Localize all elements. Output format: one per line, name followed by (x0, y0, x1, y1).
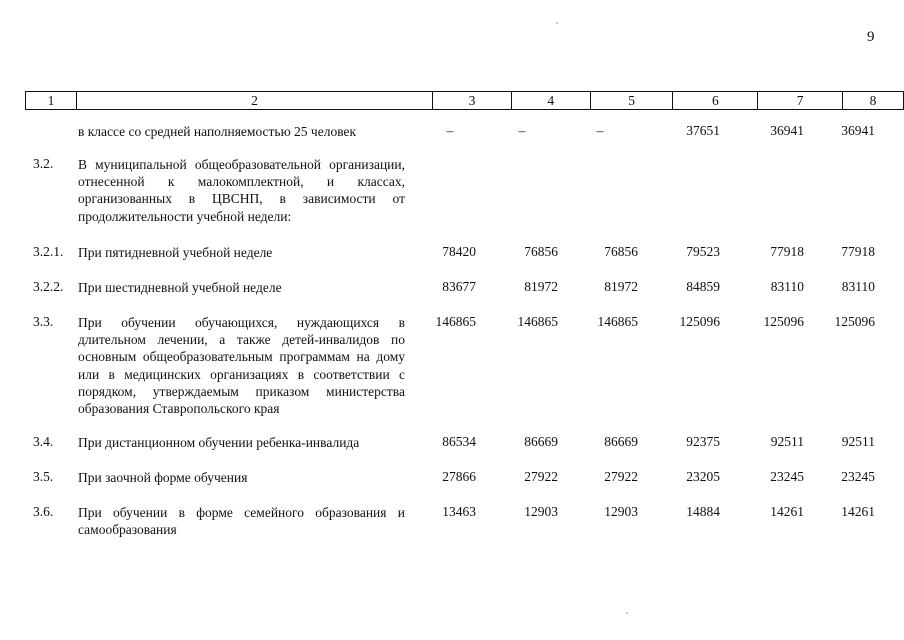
value-col-8: 92511 (841, 434, 875, 449)
row-number: 3.6. (33, 504, 54, 519)
row-description: При шестидневной учебной неделе (78, 280, 282, 295)
row-description: в классе со средней наполняемостью 25 человек (78, 124, 357, 139)
row-description: В муниципальной общеобразовательной организации, отнесенной к малокомплектной, и классах, организованных в ЦВСНП, в зависимости от продолжительности учебной недели: (78, 157, 405, 224)
value-col-8: 23245 (841, 469, 875, 484)
value-col-6: 84859 (686, 279, 720, 294)
scan-speck (556, 22, 558, 24)
value-col-5: 12903 (604, 504, 638, 519)
value-col-4: 146865 (517, 314, 558, 329)
scan-speck (626, 612, 628, 614)
value-col-5: 27922 (604, 469, 638, 484)
value-col-3: 27866 (442, 469, 476, 484)
value-col-3: 86534 (442, 434, 476, 449)
value-col-6: 14884 (686, 504, 720, 519)
value-col-3: 146865 (435, 314, 476, 329)
value-col-4: 81972 (524, 279, 558, 294)
value-col-4: 27922 (524, 469, 558, 484)
value-col-6: 23205 (686, 469, 720, 484)
value-col-5: 76856 (604, 244, 638, 259)
value-col-7: 83110 (770, 279, 804, 294)
row-description: При заочной форме обучения (78, 470, 248, 485)
row-description: При пятидневной учебной неделе (78, 245, 273, 260)
header-cell-5: 5 (590, 92, 673, 110)
value-col-5: 81972 (604, 279, 638, 294)
row-number: 3.4. (33, 434, 54, 449)
row-number: 3.2.2. (33, 279, 64, 294)
value-col-5: 86669 (604, 434, 638, 449)
value-col-8: 14261 (841, 504, 875, 519)
value-col-6: 79523 (686, 244, 720, 259)
value-col-7: 23245 (770, 469, 804, 484)
header-row (26, 92, 904, 110)
header-cell-6: 6 (673, 92, 758, 110)
value-col-4: 86669 (524, 434, 558, 449)
header-cell-8: 8 (843, 92, 904, 110)
row-number: 3.2. (33, 156, 54, 171)
value-col-7: 77918 (770, 244, 804, 259)
value-col-7: 36941 (770, 123, 804, 138)
row-description: При обучении в форме семейного образования и самообразования (78, 505, 405, 538)
value-col-6: 37651 (686, 123, 720, 138)
value-col-7: 125096 (763, 314, 804, 329)
header-cell-1: 1 (26, 92, 77, 110)
value-col-3: 83677 (442, 279, 476, 294)
row-description: При обучении обучающихся, нуждающихся в длительном лечении, а также детей-инвалидов по основным общеобразовательным программам на дому или в медицинских организациях в соответствии с порядком, утверждаемым приказом министерства образования Ставропольского края (78, 315, 405, 417)
value-col-4: 76856 (524, 244, 558, 259)
value-col-5: 146865 (597, 314, 638, 329)
value-col-8: 77918 (841, 244, 875, 259)
value-col-8: 83110 (841, 279, 875, 294)
value-col-6: 92375 (686, 434, 720, 449)
row-number: 3.3. (33, 314, 54, 329)
row-number: 3.5. (33, 469, 54, 484)
value-col-4: 12903 (524, 504, 558, 519)
header-cell-3: 3 (433, 92, 512, 110)
value-col-8: 36941 (841, 123, 875, 138)
value-col-7: 92511 (770, 434, 804, 449)
header-cell-2: 2 (76, 92, 432, 110)
value-col-3: 78420 (442, 244, 476, 259)
value-col-3: – (446, 123, 454, 138)
header-cell-7: 7 (758, 92, 843, 110)
header-cell-4: 4 (511, 92, 590, 110)
row-description: При дистанционном обучении ребенка-инвалида (78, 435, 360, 450)
page-number: 9 (867, 29, 875, 45)
value-col-8: 125096 (834, 314, 875, 329)
row-number: 3.2.1. (33, 244, 64, 259)
value-col-7: 14261 (770, 504, 804, 519)
value-col-5: – (596, 123, 604, 138)
value-col-6: 125096 (679, 314, 720, 329)
value-col-3: 13463 (442, 504, 476, 519)
column-number-header (25, 91, 904, 110)
value-col-4: – (518, 123, 526, 138)
